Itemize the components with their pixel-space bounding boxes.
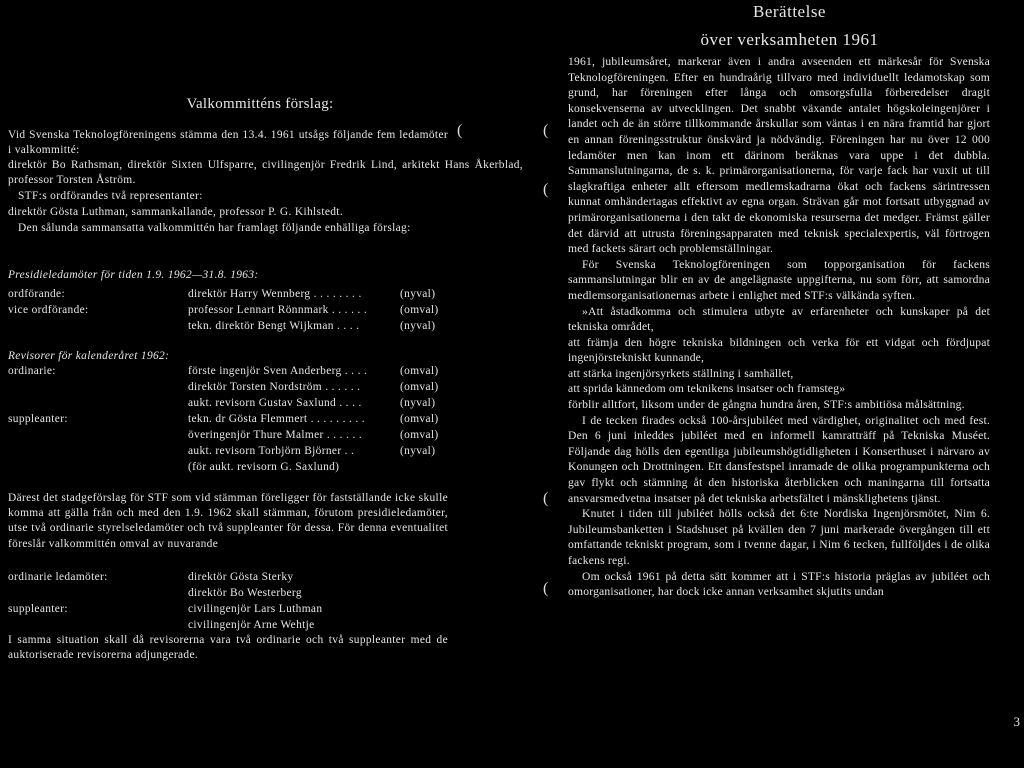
presidie-heading: Presidieledamöter för tiden 1.9. 1962—31.8. 1963: (8, 269, 259, 281)
valkommitte-heading: Valkommitténs förslag: (186, 96, 334, 112)
revisorer-heading: Revisorer för kalenderåret 1962: (8, 350, 170, 362)
report-paragraph: att stärka ingenjörsyrkets ställning i samhället, (568, 366, 794, 380)
darest-paragraph: Därest det stadgeförslag för STF som vid stämman föreligger för fastställande icke skulle komma att gälla från och med den 1.9. 1962 skall stämman, förutom presidieledamöter, utse två ordinarie styrelseledamöter och två suppleanter för dessa. För denna eventualitet föreslår valkommittén omval av nuvarande (8, 492, 448, 550)
right-page (555, 0, 1024, 768)
intro-paragraph-4: direktör Gösta Luthman, sammankallande, professor P. G. Kihlstedt. (8, 206, 344, 218)
report-paragraph: »Att åstadkomma och stimulera utbyte av erfarenheter och kunskaper på det tekniska området, (568, 304, 990, 334)
intro-paragraph-3: STF:s ordförandes två representanter: (18, 190, 203, 202)
report-paragraph: Knutet i tiden till jubiléet hölls också det 6:te Nordiska Ingenjörsmötet, Nim 6. Jubileumsbanketten i Stadshuset på kvällen den 7 juni markerade övergången till ett omfattande tekniskt program, som i tvenne dagar, i Nim 6 tecken, fullföljdes i de olika fackens regi. (568, 507, 990, 567)
intro-paragraph-2: direktör Bo Rathsman, direktör Sixten Ulfsparre, civilingenjör Fredrik Lind, arkitekt Hans Åkerblad, professor Torsten Åström. (8, 159, 523, 187)
page-number: 3 (1013, 714, 1020, 729)
binding-mark: ( (543, 580, 549, 597)
report-title: Berättelse (753, 2, 826, 21)
report-body (568, 54, 990, 600)
report-paragraph: att främja den högre tekniska bildningen och verka för ett vidgat och fördjupat ingenjörstekniskt kunnande, (568, 335, 990, 365)
binding-mark: ( (543, 490, 549, 507)
report-subtitle: över verksamheten 1961 (700, 30, 879, 49)
report-paragraph: att sprida kännedom om teknikens insatser och framsteg» (568, 382, 846, 396)
binding-mark: ( (543, 181, 549, 198)
report-paragraph: förblir alltfort, liksom under de gångna hundra åren, STF:s ambitiösa målsättning. (568, 398, 965, 412)
report-paragraph: Om också 1961 på detta sätt kommer att i STF:s historia präglas av jubiléet och omorganisationer, har dock icke annan verksamhet skjutits undan (568, 569, 990, 599)
intro-paragraph-1: Vid Svenska Teknologföreningens stämma den 13.4. 1961 utsågs följande fem ledamöter i valkommitté: (8, 129, 448, 157)
binding-mark: ( (543, 122, 549, 139)
report-paragraph: För Svenska Teknologföreningen som topporganisation för fackens sammanslutningar blir en av de angelägnaste uppgifterna, nu som förr, att samordna medlemsorganisationernas arbete i enlighet med STF:s välkända syften. (568, 257, 990, 302)
intro-paragraph-5: Den sålunda sammansatta valkommittén har framlagt följande enhälliga förslag: (18, 222, 411, 234)
report-paragraph: I de tecken firades också 100-årsjubiléet med värdighet, originalitet och med fest. Den 6 juni inleddes jubiléet med en informell kamratträff på Tekniska Muséet. Följande dag hölls den egentliga jubileumshögtidligheten i Konserthuset i närvaro av Konungen och Drottningen. Ett dansfestspel inramade de olika programpunkterna och gav flykt och stämning åt den historiska återblicken och maningarna till fortsatta ansvarsmedvetna insatser på det tekniska arbetsfältet i mänsklighetens tjänst. (568, 413, 990, 505)
left-page: Valkommitténs förslag: Vid Svenska Teknologföreningens stämma den 13.4. 1961 utsågs följande fem ledamöter i valkommitté: direktör Bo Rathsman, direktör Sixten Ulfsparre, civilingenjör Fredrik Lind, arkitekt Hans Åkerblad, professor Torsten Åström. STF:s ordförandes två representanter: direktör Gösta Luthman, sammankallande, professor P. G. Kihlstedt. Den sålunda sammansatta valkommittén har framlagt följande enhälliga förslag: Presidieledamöter för tiden 1.9. 1962—31.8. 1963: ordförande: direktör Harry Wennberg . . . . . . . . (nyval) vice ordförande: professor Lennart Rönnmark . . . . . . (omval) tekn. direktör Bengt Wijkman . . . . (nyval) Revisorer för kalenderåret 1962: ordinarie: förste ingenjör Sven Anderberg . . . . (omval) direktör Torsten Nordström . . . . . . (omval) aukt. revisorn Gustav Saxlund . . . . (nyval) suppleanter: tekn. dr Gösta Flemmert . . . . . . . . . (omval) överingenjör Thure Malmer . . . . . . (omval) aukt. revisorn Torbjörn Björner . . (nyval) (för aukt. revisorn G. Saxlund) Därest det stadgeförslag för STF som vid stämman föreligger för fastställande icke skulle komma att gälla från och med den 1.9. 1962 skall stämman, förutom presidieledamöter, utse två ordinarie styrelseledamöter och två suppleanter för dessa. För denna eventualitet föreslår valkommittén omval av nuvarande ordinarie ledamöter: direktör Gösta Sterky direktör Bo Westerberg suppleanter: civilingenjör Lars Luthman civilingenjör Arne Wehtje I samma situation skall då revisorerna vara två ordinarie och två suppleanter med de auktoriserade revisorerna adjungerade. (0, 0, 520, 768)
report-paragraph: 1961, jubileumsåret, markerar även i andra avseenden ett märkesår för Svenska Teknologföreningen. Efter en hundraårig tillvaro med individuellt ledamotskap som grund, har föreningen efter långa och omsorgsfulla förberedelser dragit konsekvenserna av utvecklingen. Det snabbt växande antalet högskoleingenjörer i landet och de än större tillkommande årskullar som väntas i en nära framtid har gjort en annan föreningsstruktur önskvärd ja nödvändig. Föreningen har nu över 12 000 ledamöter men kan inom ett därinom beräknas vara uppe i det dubbla. Sammanslutningarna, de s. k. primärorganisationerna, för varje fack har vuxit ut till slagkraftiga enheter allt eftersom medlemskadrarna ökat och fackens särintressen kunnat omhändertagas effektivt av egna organ. Strävan går mot fortsatt utbyggnad av primärorganisationerna i den takt de ekonomiska resurserna det medger. Främst gäller det därvid att utrusta föreningsapparaten med teknisk specialexpertis, väl förtrogen med fackets särart och problemställningar. (568, 55, 990, 256)
final-paragraph: I samma situation skall då revisorerna vara två ordinarie och två suppleanter med de auktoriserade revisorerna adjungerade. (8, 634, 448, 662)
binding-mark: ( (457, 122, 463, 139)
